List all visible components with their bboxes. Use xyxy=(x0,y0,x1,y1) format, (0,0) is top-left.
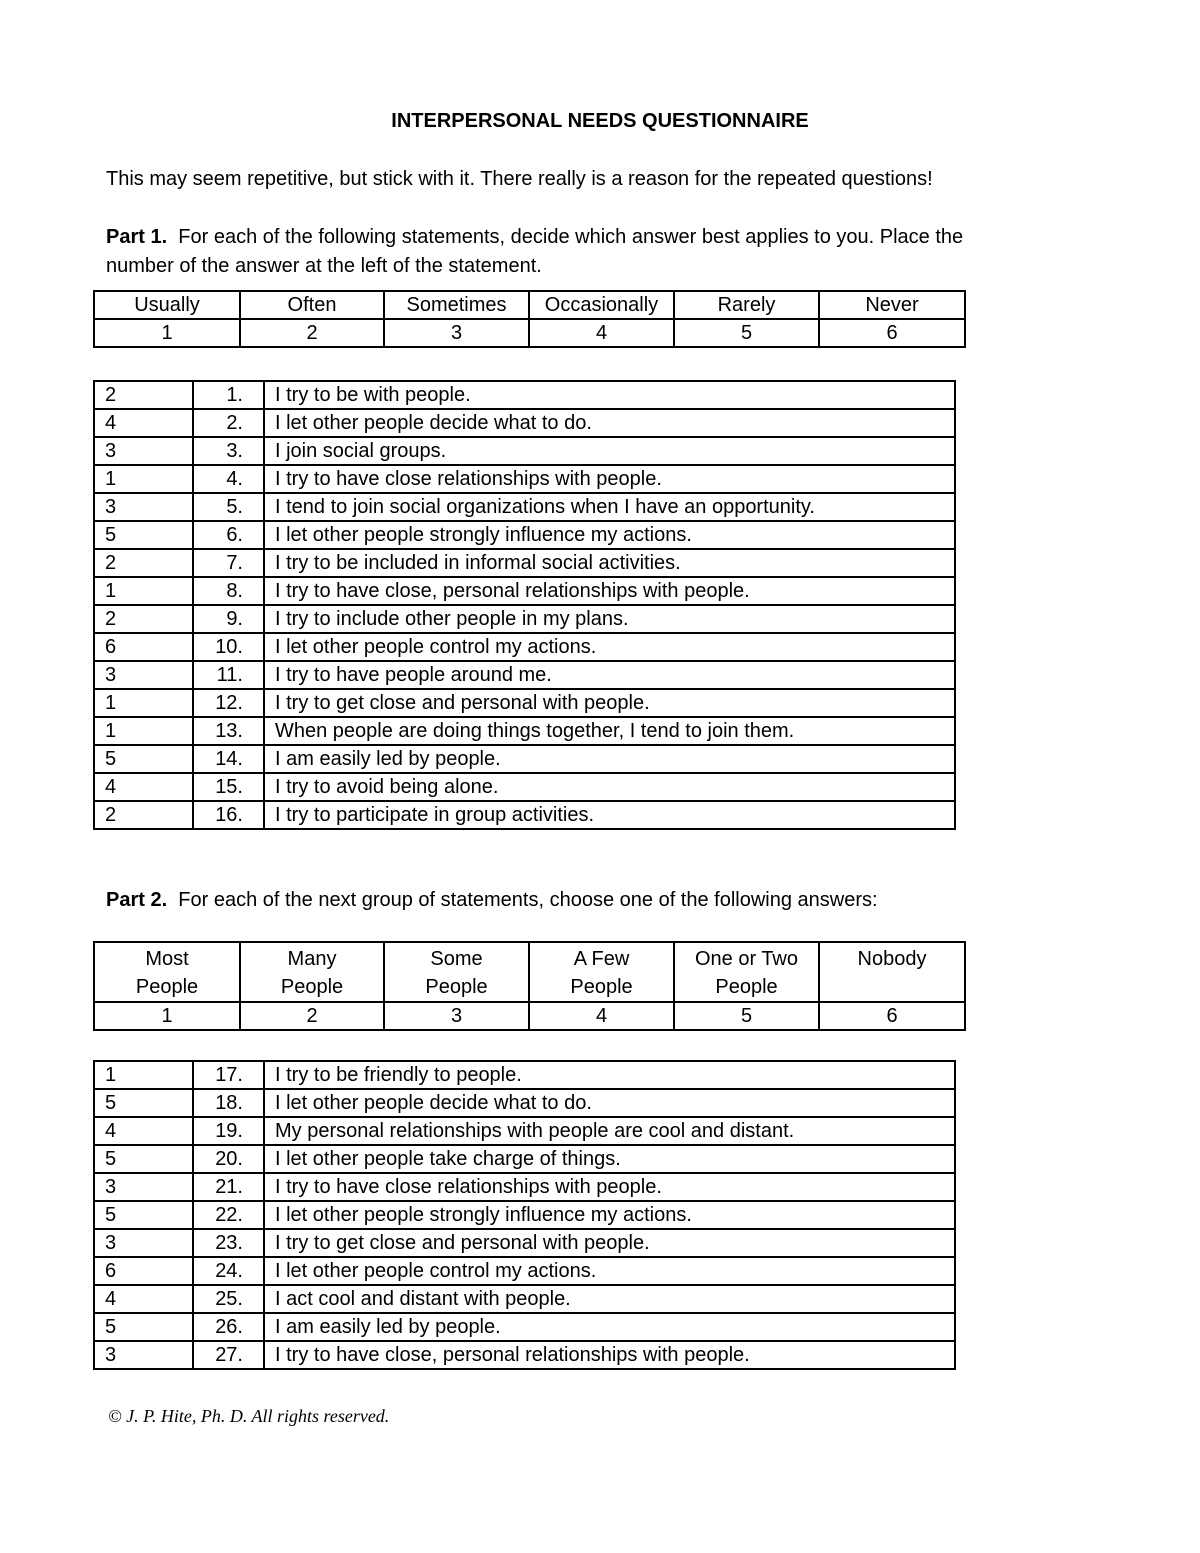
questionnaire-item-row xyxy=(94,549,955,577)
part2-scale-table xyxy=(93,941,966,1031)
part1-instruction-line2: number of the answer at the left of the statement. xyxy=(106,255,542,277)
item-number: 19. xyxy=(193,1117,264,1145)
questionnaire-item-row xyxy=(94,1341,955,1369)
scale-label: Rarely xyxy=(674,291,819,319)
item-number: 4. xyxy=(193,465,264,493)
item-number: 6. xyxy=(193,521,264,549)
item-number: 18. xyxy=(193,1089,264,1117)
questionnaire-item-row xyxy=(94,801,955,829)
part1-instruction-line1: For each of the following statements, decide which answer best applies to you. Place the xyxy=(178,226,964,248)
item-statement: I tend to join social organizations when I have an opportunity. xyxy=(264,493,955,521)
item-number: 15. xyxy=(193,773,264,801)
item-statement: I let other people take charge of things. xyxy=(264,1145,955,1173)
item-statement: I try to be with people. xyxy=(264,381,955,409)
item-number: 22. xyxy=(193,1201,264,1229)
questionnaire-item-row xyxy=(94,689,955,717)
item-number: 26. xyxy=(193,1313,264,1341)
item-number: 3. xyxy=(193,437,264,465)
item-statement: I try to get close and personal with people. xyxy=(264,689,955,717)
scale-labels-row xyxy=(94,291,965,319)
answer-value: 6 xyxy=(94,1257,193,1285)
item-statement: I try to avoid being alone. xyxy=(264,773,955,801)
answer-value: 5 xyxy=(94,1313,193,1341)
scale-label: Often xyxy=(240,291,384,319)
scale-label: Usually xyxy=(94,291,240,319)
item-statement: I am easily led by people. xyxy=(264,745,955,773)
answer-value: 1 xyxy=(94,717,193,745)
questionnaire-item-row xyxy=(94,1229,955,1257)
item-number: 14. xyxy=(193,745,264,773)
answer-value: 4 xyxy=(94,409,193,437)
questionnaire-item-row xyxy=(94,521,955,549)
item-statement: I try to get close and personal with people. xyxy=(264,1229,955,1257)
answer-value: 3 xyxy=(94,493,193,521)
questionnaire-item-row xyxy=(94,1173,955,1201)
item-statement: I try to have close, personal relationships with people. xyxy=(264,577,955,605)
item-statement: When people are doing things together, I tend to join them. xyxy=(264,717,955,745)
answer-value: 3 xyxy=(94,1341,193,1369)
answer-value: 3 xyxy=(94,1229,193,1257)
answer-value: 2 xyxy=(94,605,193,633)
item-number: 21. xyxy=(193,1173,264,1201)
item-statement: I let other people strongly influence my actions. xyxy=(264,1201,955,1229)
scale-value: 1 xyxy=(94,1002,240,1030)
scale-label: Never xyxy=(819,291,965,319)
scale-value: 1 xyxy=(94,319,240,347)
item-number: 2. xyxy=(193,409,264,437)
questionnaire-item-row xyxy=(94,1257,955,1285)
scale-values-row xyxy=(94,1002,965,1030)
part2-label: Part 2. xyxy=(106,889,168,911)
answer-value: 5 xyxy=(94,1089,193,1117)
answer-value: 1 xyxy=(94,1061,193,1089)
page-title: INTERPERSONAL NEEDS QUESTIONNAIRE xyxy=(391,110,809,132)
answer-value: 6 xyxy=(94,633,193,661)
part1-label: Part 1. xyxy=(106,226,168,248)
item-number: 24. xyxy=(193,1257,264,1285)
answer-value: 2 xyxy=(94,549,193,577)
item-statement: I try to have close relationships with people. xyxy=(264,465,955,493)
item-number: 20. xyxy=(193,1145,264,1173)
item-number: 11. xyxy=(193,661,264,689)
answer-value: 4 xyxy=(94,1285,193,1313)
part2-items-table xyxy=(93,1060,956,1370)
item-statement: I try to have close relationships with people. xyxy=(264,1173,955,1201)
questionnaire-item-row xyxy=(94,437,955,465)
scale-value: 4 xyxy=(529,319,674,347)
questionnaire-item-row xyxy=(94,577,955,605)
scale-label: One or Two People xyxy=(674,942,819,1002)
scale-label: Nobody xyxy=(819,942,965,1002)
item-statement: I try to include other people in my plans. xyxy=(264,605,955,633)
answer-value: 3 xyxy=(94,1173,193,1201)
answer-value: 5 xyxy=(94,1145,193,1173)
answer-value: 4 xyxy=(94,773,193,801)
item-number: 12. xyxy=(193,689,264,717)
item-number: 13. xyxy=(193,717,264,745)
scale-label: A Few People xyxy=(529,942,674,1002)
part1-instructions xyxy=(106,223,1066,281)
part2-instruction: For each of the next group of statements, choose one of the following answers: xyxy=(178,889,878,911)
scale-label: Most People xyxy=(94,942,240,1002)
item-statement: I try to have close, personal relationships with people. xyxy=(264,1341,955,1369)
questionnaire-item-row xyxy=(94,409,955,437)
part1-scale-table xyxy=(93,290,966,348)
item-statement: I act cool and distant with people. xyxy=(264,1285,955,1313)
questionnaire-item-row xyxy=(94,1201,955,1229)
answer-value: 5 xyxy=(94,1201,193,1229)
item-statement: I let other people strongly influence my actions. xyxy=(264,521,955,549)
questionnaire-item-row xyxy=(94,605,955,633)
questionnaire-item-row xyxy=(94,1313,955,1341)
scale-value: 6 xyxy=(819,1002,965,1030)
scale-value: 4 xyxy=(529,1002,674,1030)
item-statement: I let other people control my actions. xyxy=(264,633,955,661)
questionnaire-item-row xyxy=(94,773,955,801)
item-number: 27. xyxy=(193,1341,264,1369)
questionnaire-item-row xyxy=(94,381,955,409)
item-number: 23. xyxy=(193,1229,264,1257)
item-statement: I try to be friendly to people. xyxy=(264,1061,955,1089)
part1-items-table xyxy=(93,380,956,830)
copyright-notice: © J. P. Hite, Ph. D. All rights reserved. xyxy=(108,1406,390,1426)
scale-value: 3 xyxy=(384,1002,529,1030)
questionnaire-item-row xyxy=(94,745,955,773)
answer-value: 2 xyxy=(94,381,193,409)
questionnaire-item-row xyxy=(94,1145,955,1173)
item-number: 25. xyxy=(193,1285,264,1313)
scale-label: Some People xyxy=(384,942,529,1002)
questionnaire-item-row xyxy=(94,465,955,493)
item-number: 10. xyxy=(193,633,264,661)
answer-value: 4 xyxy=(94,1117,193,1145)
scale-values-row xyxy=(94,319,965,347)
item-number: 5. xyxy=(193,493,264,521)
item-number: 7. xyxy=(193,549,264,577)
answer-value: 3 xyxy=(94,437,193,465)
item-statement: I join social groups. xyxy=(264,437,955,465)
item-statement: My personal relationships with people are cool and distant. xyxy=(264,1117,955,1145)
questionnaire-item-row xyxy=(94,1285,955,1313)
questionnaire-item-row xyxy=(94,1089,955,1117)
answer-value: 1 xyxy=(94,689,193,717)
questionnaire-item-row xyxy=(94,1117,955,1145)
scale-value: 2 xyxy=(240,1002,384,1030)
questionnaire-item-row xyxy=(94,717,955,745)
item-statement: I try to participate in group activities. xyxy=(264,801,955,829)
questionnaire-item-row xyxy=(94,661,955,689)
scale-label: Many People xyxy=(240,942,384,1002)
questionnaire-item-row xyxy=(94,1061,955,1089)
item-statement: I am easily led by people. xyxy=(264,1313,955,1341)
questionnaire-item-row xyxy=(94,493,955,521)
answer-value: 3 xyxy=(94,661,193,689)
scale-label: Occasionally xyxy=(529,291,674,319)
scale-labels-row xyxy=(94,942,965,1002)
item-number: 16. xyxy=(193,801,264,829)
scale-label: Sometimes xyxy=(384,291,529,319)
answer-value: 1 xyxy=(94,577,193,605)
scale-value: 5 xyxy=(674,319,819,347)
item-statement: I try to be included in informal social activities. xyxy=(264,549,955,577)
scale-value: 6 xyxy=(819,319,965,347)
answer-value: 1 xyxy=(94,465,193,493)
scale-value: 5 xyxy=(674,1002,819,1030)
answer-value: 5 xyxy=(94,521,193,549)
item-statement: I let other people decide what to do. xyxy=(264,1089,955,1117)
item-number: 1. xyxy=(193,381,264,409)
answer-value: 2 xyxy=(94,801,193,829)
item-number: 9. xyxy=(193,605,264,633)
item-number: 8. xyxy=(193,577,264,605)
scale-value: 2 xyxy=(240,319,384,347)
scale-value: 3 xyxy=(384,319,529,347)
intro-text: This may seem repetitive, but stick with it. There really is a reason for the repeated questions! xyxy=(106,168,933,190)
questionnaire-item-row xyxy=(94,633,955,661)
answer-value: 5 xyxy=(94,745,193,773)
item-statement: I let other people control my actions. xyxy=(264,1257,955,1285)
part2-instructions xyxy=(106,886,1066,915)
item-number: 17. xyxy=(193,1061,264,1089)
item-statement: I try to have people around me. xyxy=(264,661,955,689)
item-statement: I let other people decide what to do. xyxy=(264,409,955,437)
